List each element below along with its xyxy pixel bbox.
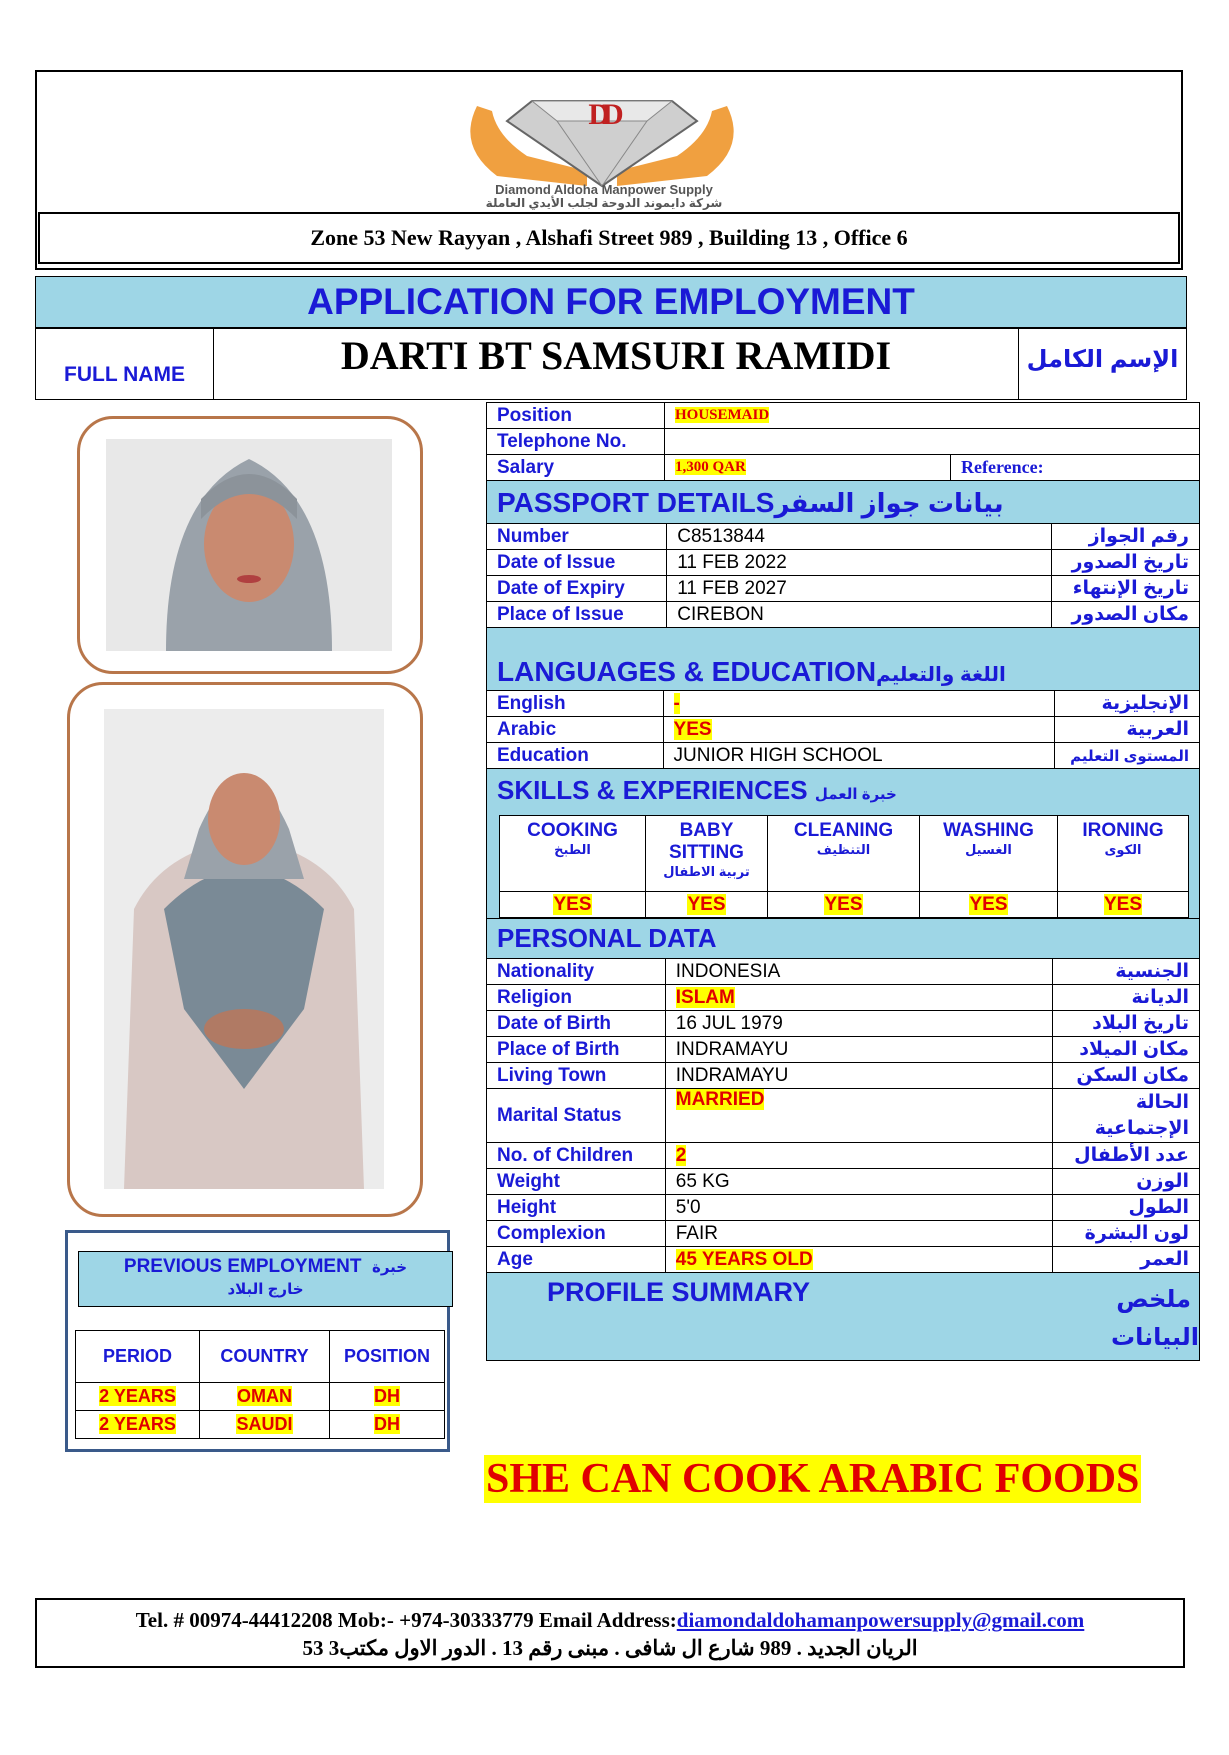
marital-status-value: MARRIED bbox=[675, 1089, 765, 1110]
living-town-label: Living Town bbox=[487, 1063, 666, 1089]
skill-ironing-label-ar: الكوى bbox=[1104, 842, 1142, 857]
skills-heading bbox=[486, 769, 1200, 815]
height-value: 5'0 bbox=[665, 1195, 1053, 1221]
position-label: Position bbox=[487, 403, 665, 429]
place-of-issue-label: Place of Issue bbox=[487, 602, 667, 628]
complexion-value: FAIR bbox=[665, 1221, 1053, 1247]
skill-cleaning-value: YES bbox=[824, 893, 863, 915]
skill-cooking-label: COOKING bbox=[527, 820, 618, 841]
skill-washing-value: YES bbox=[969, 893, 1008, 915]
nationality-label: Nationality bbox=[487, 959, 666, 985]
company-name-ar: شركة دايموند الدوحة لجلب الأيدي العاملة bbox=[485, 196, 723, 210]
education-label: Education bbox=[487, 743, 664, 769]
complexion-label-ar: لون البشرة bbox=[1053, 1221, 1200, 1247]
footer-contact: Tel. # 00974-44412208 Mob:- +974-30333779 Email Address: bbox=[135, 1608, 677, 1632]
dob-label-ar: تاريخ البلاد bbox=[1053, 1011, 1200, 1037]
passport-heading-ar: بيانات جواز السفر bbox=[774, 488, 1004, 518]
col-position: POSITION bbox=[330, 1331, 445, 1383]
nationality-label-ar: الجنسية bbox=[1053, 959, 1200, 985]
passport-heading bbox=[486, 481, 1200, 523]
footer-email-link[interactable]: diamondaldohamanpowersupply@gmail.com bbox=[676, 1608, 1085, 1632]
passport-row bbox=[487, 524, 1200, 550]
pob-label: Place of Birth bbox=[487, 1037, 666, 1063]
languages-heading-en: LANGUAGES & EDUCATION bbox=[497, 656, 877, 687]
country-value: SAUDI bbox=[236, 1414, 293, 1434]
weight-label: Weight bbox=[487, 1169, 666, 1195]
previous-employment-title-ar-2: خارج البلاد bbox=[227, 1281, 304, 1298]
languages-table bbox=[486, 690, 1200, 769]
place-of-issue-label-ar: مكان الصدور bbox=[1052, 602, 1200, 628]
personal-heading: PERSONAL DATA bbox=[486, 918, 1200, 958]
skills-heading-en: SKILLS & EXPERIENCES bbox=[497, 775, 808, 805]
weight-value: 65 KG bbox=[665, 1169, 1053, 1195]
cooking-note: SHE CAN COOK ARABIC FOODS bbox=[486, 1456, 1140, 1502]
religion-label-ar: الديانة bbox=[1053, 985, 1200, 1011]
details-panel bbox=[486, 402, 1200, 1361]
expiry-date-value: 11 FEB 2027 bbox=[667, 576, 1052, 602]
skill-cooking-label-ar: الطبخ bbox=[554, 842, 591, 857]
children-label-ar: عدد الأطفال bbox=[1053, 1143, 1200, 1169]
complexion-label: Complexion bbox=[487, 1221, 666, 1247]
living-town-label-ar: مكان السكن bbox=[1053, 1063, 1200, 1089]
issue-date-value: 11 FEB 2022 bbox=[667, 550, 1052, 576]
skill-cleaning-label-ar: التنظيف bbox=[816, 842, 871, 857]
age-value: 45 YEARS OLD bbox=[675, 1248, 813, 1270]
company-logo bbox=[437, 76, 767, 196]
weight-label-ar: الوزن bbox=[1053, 1169, 1200, 1195]
passport-heading-en: PASSPORT DETAILS bbox=[497, 487, 775, 518]
position-value: DH bbox=[374, 1414, 400, 1434]
table-row bbox=[76, 1411, 445, 1439]
full-name-label: FULL NAME bbox=[36, 329, 214, 399]
english-label: English bbox=[487, 691, 664, 717]
position-value: HOUSEMAID bbox=[675, 407, 770, 423]
page-title: APPLICATION FOR EMPLOYMENT bbox=[35, 276, 1187, 328]
company-name-en: Diamond Aldoha Manpower Supply bbox=[495, 182, 713, 197]
passport-row bbox=[487, 550, 1200, 576]
skill-babysitting-value: YES bbox=[687, 893, 726, 915]
address-bar: Zone 53 New Rayyan , Alshafi Street 989 , Building 13 , Office 6 bbox=[38, 212, 1180, 264]
previous-employment-box bbox=[65, 1230, 450, 1452]
skill-cooking-value: YES bbox=[553, 893, 592, 915]
marital-status-label-ar: الحالة الإجتماعية bbox=[1053, 1089, 1200, 1143]
languages-heading-ar: اللغة والتعليم bbox=[876, 664, 1006, 686]
period-value: 2 YEARS bbox=[99, 1414, 176, 1434]
footer bbox=[35, 1598, 1185, 1668]
children-label: No. of Children bbox=[487, 1143, 666, 1169]
passport-number-label: Number bbox=[487, 524, 667, 550]
arabic-label-ar: العربية bbox=[1054, 717, 1199, 743]
previous-employment-table bbox=[75, 1330, 445, 1439]
profile-summary-section bbox=[486, 1273, 1200, 1361]
footer-contact-line bbox=[37, 1606, 1183, 1634]
salary-label: Salary bbox=[487, 455, 665, 481]
height-label-ar: الطول bbox=[1053, 1195, 1200, 1221]
skill-washing-label-ar: الغسيل bbox=[965, 842, 1012, 857]
position-value: DH bbox=[374, 1386, 400, 1406]
skills-heading-ar: خبرة العمل bbox=[814, 786, 897, 803]
issue-date-label-ar: تاريخ الصدور bbox=[1052, 550, 1200, 576]
religion-value: ISLAM bbox=[675, 986, 735, 1008]
previous-employment-title: PREVIOUS EMPLOYMENT bbox=[123, 1256, 362, 1277]
issue-date-label: Date of Issue bbox=[487, 550, 667, 576]
skill-ironing-value: YES bbox=[1103, 893, 1143, 915]
children-value: 2 bbox=[675, 1144, 687, 1166]
skill-ironing-label: IRONING bbox=[1082, 820, 1164, 841]
personal-table bbox=[486, 958, 1200, 1273]
portrait-photo bbox=[106, 439, 392, 651]
full-name-row bbox=[35, 328, 1187, 400]
expiry-date-label-ar: تاريخ الإنتهاء bbox=[1052, 576, 1200, 602]
height-label: Height bbox=[487, 1195, 666, 1221]
salary-value: 1,300 QAR bbox=[675, 459, 746, 475]
education-label-ar: المستوى التعليم bbox=[1054, 743, 1199, 769]
passport-row bbox=[487, 602, 1200, 628]
skills-wrap bbox=[486, 815, 1200, 918]
skill-babysitting-label-ar: تربية الاطفال bbox=[663, 864, 750, 879]
skill-washing-label: WASHING bbox=[943, 820, 1034, 841]
age-label-ar: العمر bbox=[1053, 1247, 1200, 1273]
logo-letters: DD bbox=[588, 98, 616, 131]
full-body-photo bbox=[104, 709, 384, 1189]
position-table bbox=[486, 402, 1200, 481]
full-name-value: DARTI BT SAMSURI RAMIDI bbox=[340, 332, 892, 378]
pob-value: INDRAMAYU bbox=[665, 1037, 1053, 1063]
profile-summary-heading-ar: ملخص البيانات bbox=[1111, 1286, 1199, 1351]
marital-status-label: Marital Status bbox=[487, 1089, 666, 1143]
profile-summary-heading: PROFILE SUMMARY bbox=[547, 1277, 810, 1307]
english-label-ar: الإنجليزية bbox=[1054, 691, 1199, 717]
expiry-date-label: Date of Expiry bbox=[487, 576, 667, 602]
previous-employment-heading bbox=[78, 1251, 453, 1307]
living-town-value: INDRAMAYU bbox=[665, 1063, 1053, 1089]
table-row bbox=[76, 1383, 445, 1411]
reference-label: Reference: bbox=[951, 455, 1200, 481]
skill-babysitting-label: BABY SITTING bbox=[669, 820, 744, 863]
period-value: 2 YEARS bbox=[99, 1386, 176, 1406]
skill-cleaning-label: CLEANING bbox=[793, 820, 894, 841]
nationality-value: INDONESIA bbox=[665, 959, 1053, 985]
arabic-value: YES bbox=[673, 718, 712, 740]
col-period: PERIOD bbox=[76, 1331, 200, 1383]
education-value: JUNIOR HIGH SCHOOL bbox=[663, 743, 1054, 769]
arabic-label: Arabic bbox=[487, 717, 664, 743]
age-label: Age bbox=[487, 1247, 666, 1273]
skills-table bbox=[499, 815, 1189, 918]
passport-number-label-ar: رقم الجواز bbox=[1052, 524, 1200, 550]
religion-label: Religion bbox=[487, 985, 666, 1011]
english-value: - bbox=[673, 692, 680, 714]
full-body-photo-frame bbox=[67, 682, 423, 1217]
telephone-value bbox=[665, 429, 1200, 455]
passport-row bbox=[487, 576, 1200, 602]
dob-label: Date of Birth bbox=[487, 1011, 666, 1037]
full-name-label-ar: الإسم الكامل bbox=[1018, 329, 1186, 399]
country-value: OMAN bbox=[237, 1386, 292, 1406]
pob-label-ar: مكان الميلاد bbox=[1053, 1037, 1200, 1063]
place-of-issue-value: CIREBON bbox=[667, 602, 1052, 628]
telephone-label: Telephone No. bbox=[487, 429, 665, 455]
footer-address-ar: 53 الريان الجديد . 989 شارع ال شافى . مبنى رقم 13 . الدور الاول مكتب3 bbox=[302, 1636, 918, 1660]
dob-value: 16 JUL 1979 bbox=[665, 1011, 1053, 1037]
portrait-photo-frame bbox=[77, 416, 423, 674]
languages-heading bbox=[486, 628, 1200, 690]
passport-number-value: C8513844 bbox=[667, 524, 1052, 550]
col-country: COUNTRY bbox=[200, 1331, 330, 1383]
passport-table bbox=[486, 523, 1200, 628]
previous-employment-title-ar-1: خبرة bbox=[371, 1259, 408, 1276]
